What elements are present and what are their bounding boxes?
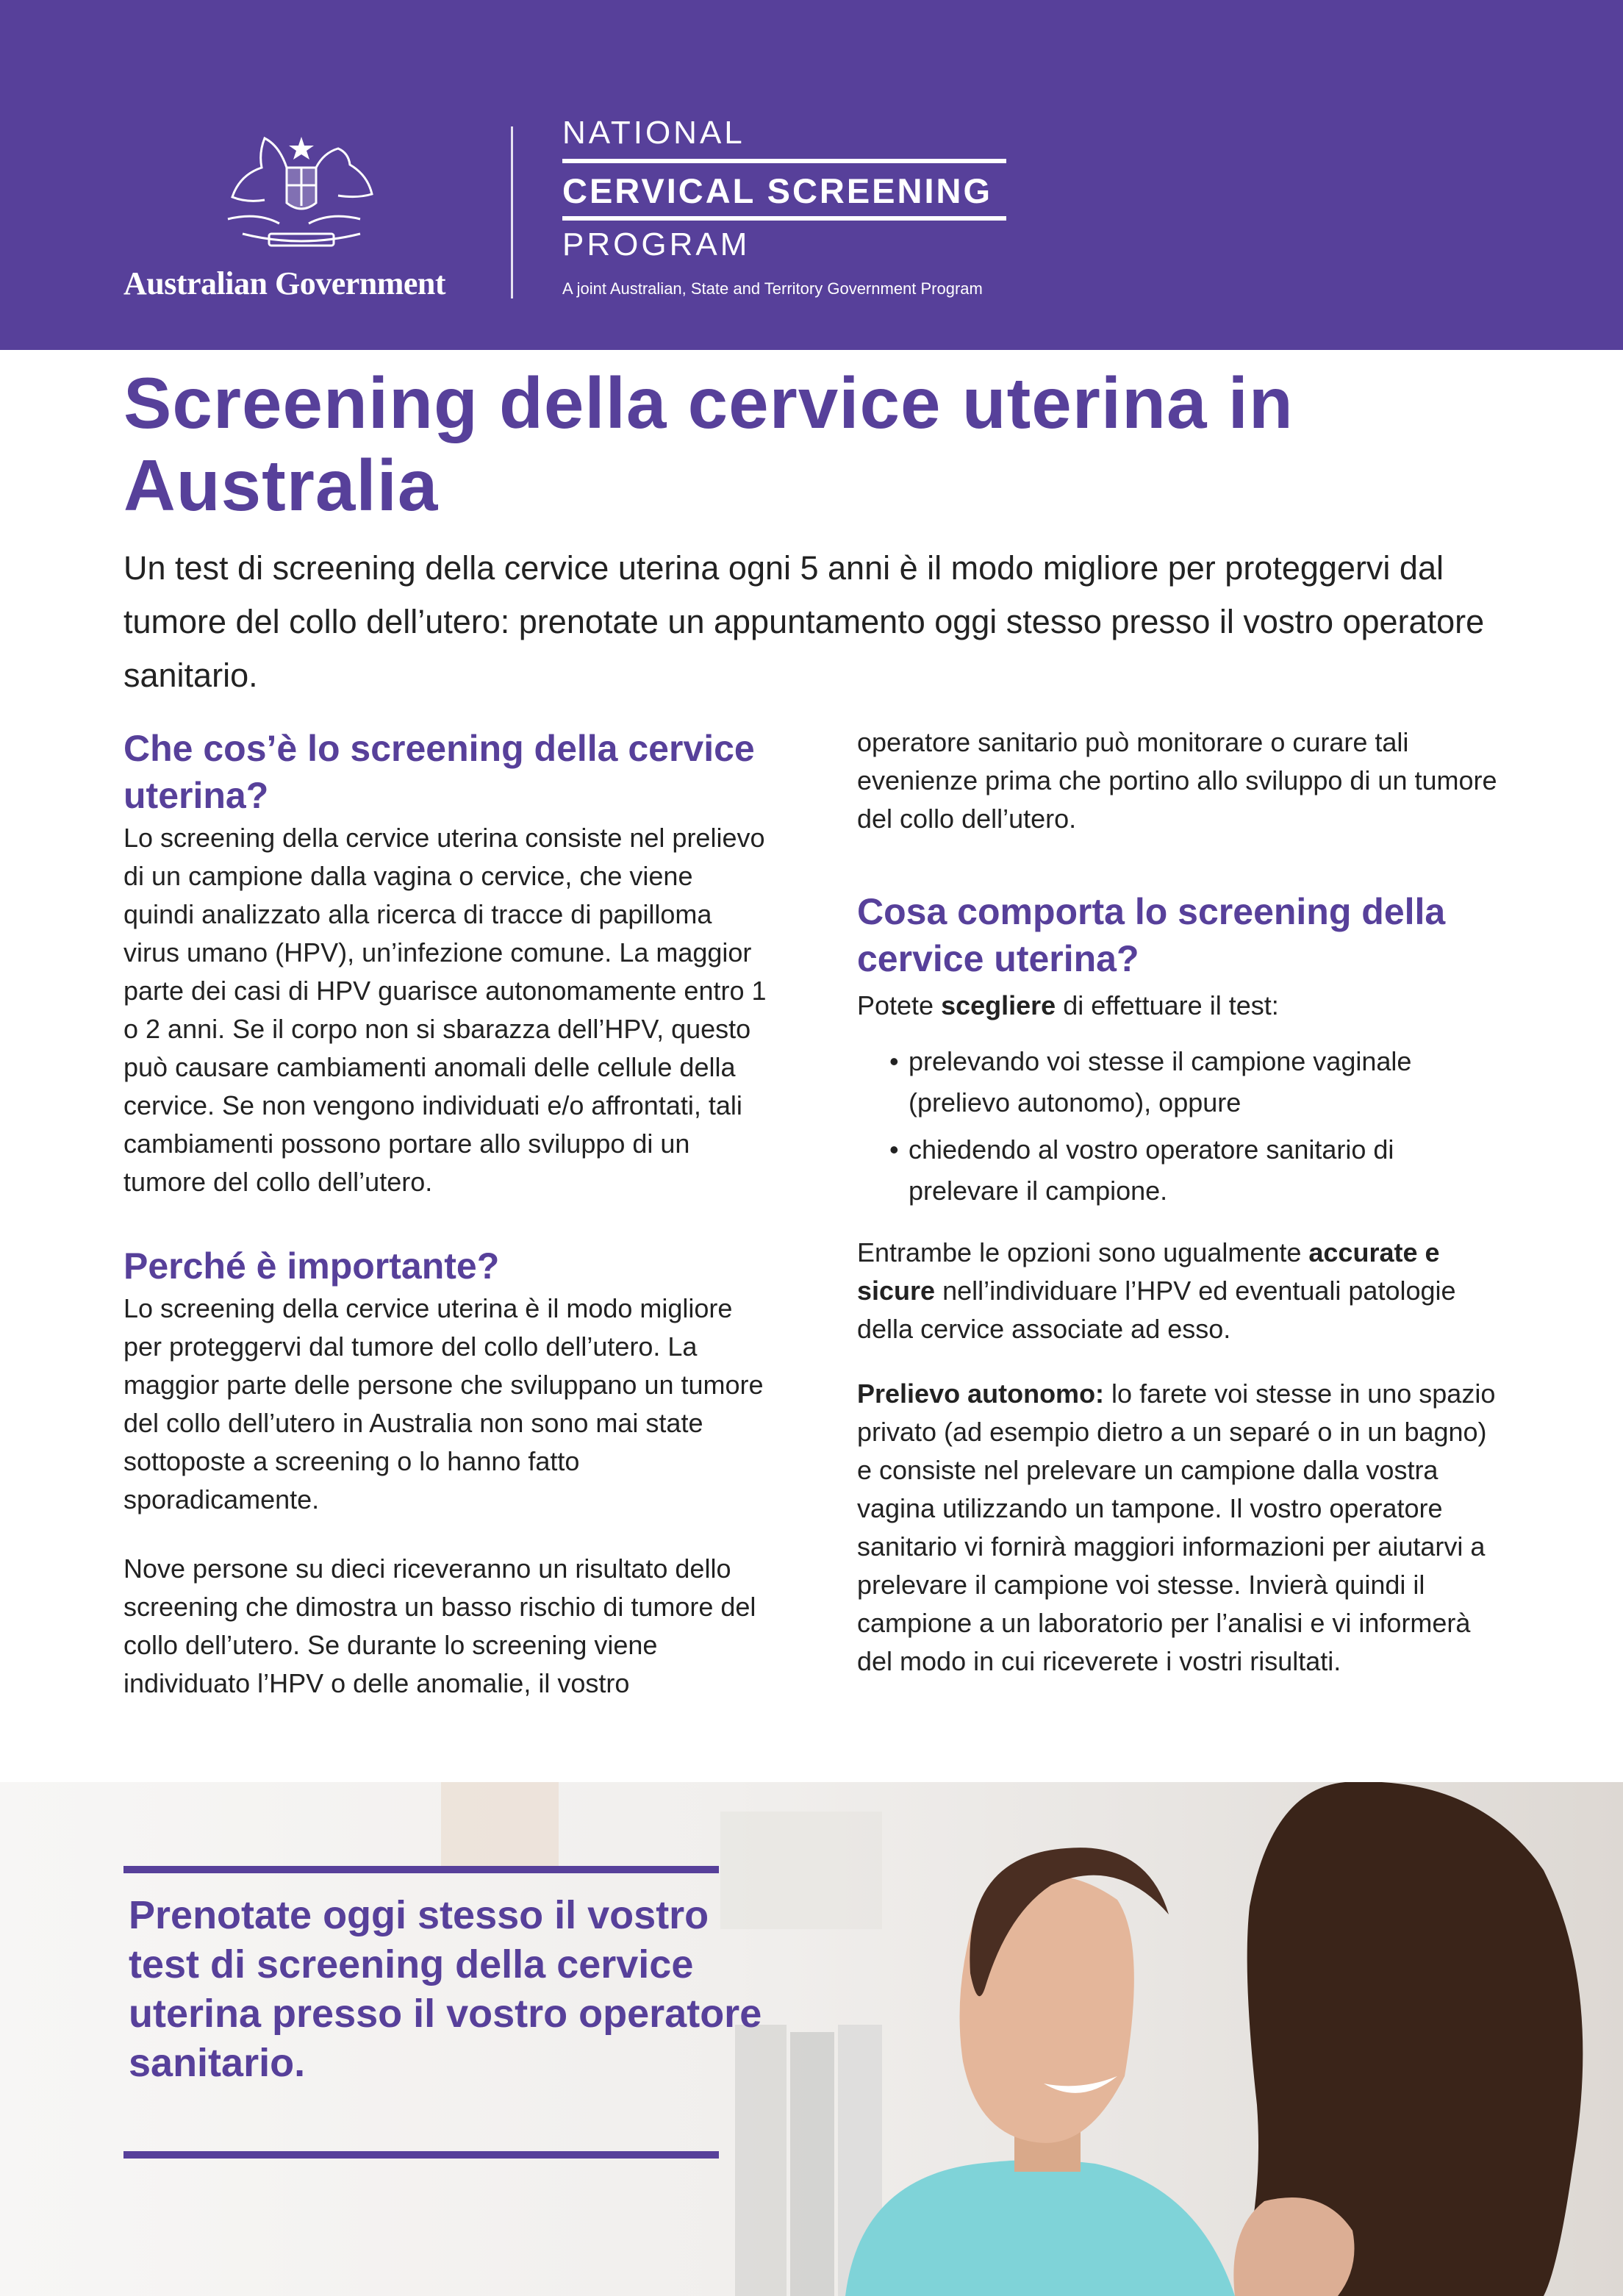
section-heading-what-involves: Cosa comporta lo screening della cervice uterina? [857, 891, 1446, 979]
choose-text: Potete [857, 990, 942, 1020]
program-line-1: NATIONAL [562, 115, 745, 151]
options-paragraph [857, 1234, 1504, 1348]
options-text: Entrambe le opzioni sono ugualmente [857, 1237, 1309, 1267]
section-body-why-important: Lo screening della cervice uterina è il modo migliore per proteggervi dal tumore del collo dell’utero. La maggior parte delle persone che sviluppano un tumore del collo dell’utero in Australia non sono mai state sottoposte a screening o lo hanno fatto sporadicamente. [123, 1293, 764, 1514]
page-title: Screening della cervice uterina in Australia [123, 362, 1294, 526]
options-text-end: nell’individuare l’HPV ed eventuali patologie della cervice associate ad esso. [857, 1276, 1456, 1344]
self-collection-paragraph [857, 1375, 1504, 1681]
call-to-action-text: Prenotate oggi stesso il vostro test di screening della cervice uterina presso il vostro operatore sanitario. [129, 1893, 762, 2085]
program-line-2: CERVICAL SCREENING [562, 171, 993, 210]
self-collection-bold: Prelievo autonomo: [857, 1378, 1105, 1409]
section-body-what-is: Lo screening della cervice uterina consiste nel prelievo di un campione dalla vagina o cervice, che viene quindi analizzato alla ricerca di tracce di papilloma virus umano (HPV), un’infezione comune. La maggior parte dei casi di HPV guarisce autonomamente entro 1 o 2 anni. Se il corpo non si sbarazza dell’HPV, questo può causare cambiamenti anomali delle cellule della cervice. Se non vengono individuati e/o affrontati, tali cambiamenti possono portare allo sviluppo di un tumore del collo dell’utero. [123, 823, 767, 1197]
bullet-icon: • [889, 1046, 899, 1076]
options-bold: accurate e sicure [857, 1237, 1440, 1306]
program-rule-top [562, 159, 1006, 163]
list-item [857, 1129, 1504, 1212]
section-body-results-continued: operatore sanitario può monitorare o curare tali evenienze prima che portino allo sviluppo di un tumore del collo dell’utero. [857, 727, 1497, 834]
left-column [123, 725, 770, 1703]
right-column [857, 723, 1504, 1681]
section-heading-why-important: Perché è importante? [123, 1245, 500, 1287]
section-heading-what-is: Che cos’è lo screening della cervice uterina? [123, 728, 755, 816]
list-item [857, 1041, 1504, 1123]
coat-of-arms-icon [198, 124, 390, 260]
bullet-icon: • [889, 1134, 899, 1165]
choose-text-end: di effettuare il test: [1056, 990, 1279, 1020]
program-subtitle: A joint Australian, State and Territory Government Program [562, 279, 983, 298]
section-body-results: Nove persone su dieci riceveranno un risultato dello screening che dimostra un basso rischio di tumore del collo dell’utero. Se durante lo screening viene individuato l’HPV o delle anomalie, il vostro [123, 1553, 756, 1698]
self-collection-text: lo farete voi stesse in uno spazio privato (ad esempio dietro a un separé o in un bagno) e consiste nel prelevare un campione dalla vostra vagina utilizzando un tampone. Il vostro operatore sanitario vi fornirà maggiori informazioni per aiutarvi a prelevare il campione voi stesse. Invierà quindi il campione a un laboratorio per l’analisi e vi informerà del modo in cui riceverete i vostri risultati. [857, 1378, 1496, 1676]
choose-paragraph [857, 987, 1504, 1025]
header-divider [511, 126, 513, 298]
intro-paragraph: Un test di screening della cervice uterina ogni 5 anni è il modo migliore per proteggervi dal tumore del collo dell’utero: prenotate un appuntamento oggi stesso presso il vostro operatore sanitario. [123, 549, 1485, 694]
program-line-3: PROGRAM [562, 226, 750, 262]
program-rule-bottom [562, 216, 1006, 221]
options-list [857, 1041, 1504, 1212]
government-name: Australian Government [123, 265, 446, 301]
list-item-text: prelevando voi stesse il campione vaginale (prelievo autonomo), oppure [909, 1046, 1412, 1117]
cta-rule-top [123, 1866, 719, 1873]
cta-rule-bottom [123, 2151, 719, 2159]
list-item-text: chiedendo al vostro operatore sanitario di prelevare il campione. [909, 1134, 1394, 1206]
header-banner [0, 0, 1623, 350]
choose-bold: scegliere [941, 990, 1056, 1020]
